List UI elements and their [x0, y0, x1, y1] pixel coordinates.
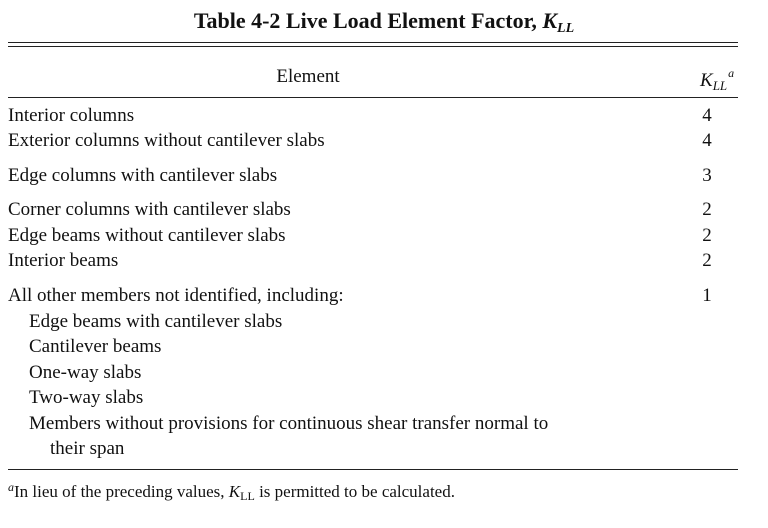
table-row-value: 1	[702, 285, 712, 306]
table-row-value: 4	[702, 105, 712, 126]
table-row-label: Interior columns	[8, 105, 135, 126]
table-row-value: 2	[702, 225, 712, 246]
header-k-symbol: K	[700, 70, 713, 91]
footnote-k-subscript: LL	[240, 489, 255, 503]
table-row-sublabel: Edge beams with cantilever slabs	[29, 311, 283, 332]
top-rule-double	[8, 46, 738, 47]
footnote-text-pre: In lieu of the preceding values,	[14, 482, 229, 501]
table-row-label: Interior beams	[8, 250, 119, 271]
column-header-kll	[700, 66, 734, 94]
table-row-value: 2	[702, 250, 712, 271]
header-footnote-mark: a	[728, 66, 735, 80]
footnote	[8, 480, 455, 504]
table-row-value: 3	[702, 165, 712, 186]
footnote-k-symbol: K	[228, 482, 241, 501]
table-row-sublabel: Members without provisions for continuous shear transfer normal to	[29, 413, 549, 434]
table-row-label: All other members not identified, including:	[8, 285, 344, 306]
table-row-value: 4	[702, 130, 712, 151]
column-header-element: Element	[276, 66, 340, 87]
title-text: Table 4-2 Live Load Element Factor,	[193, 8, 543, 33]
footnote-text-post: is permitted to be calculated.	[254, 482, 455, 501]
table-row-sublabel: Cantilever beams	[29, 336, 162, 357]
header-k-subscript: LL	[712, 78, 728, 93]
table-row-sublabel: Two-way slabs	[29, 387, 144, 408]
table-row-sublabel-continuation: their span	[50, 438, 125, 459]
header-rule	[8, 97, 738, 98]
title-k-symbol: K	[542, 8, 558, 33]
table-title	[0, 8, 768, 37]
table-row-label: Edge columns with cantilever slabs	[8, 165, 278, 186]
table-row-value: 2	[702, 199, 712, 220]
table-row-sublabel: One-way slabs	[29, 362, 142, 383]
title-k-subscript: LL	[557, 21, 575, 36]
table-row-label: Edge beams without cantilever slabs	[8, 225, 286, 246]
bottom-rule	[8, 469, 738, 470]
table-row-label: Exterior columns without cantilever slabs	[8, 130, 325, 151]
footnote-mark: a	[8, 480, 14, 494]
table-row-label: Corner columns with cantilever slabs	[8, 199, 291, 220]
top-rule	[8, 42, 738, 43]
